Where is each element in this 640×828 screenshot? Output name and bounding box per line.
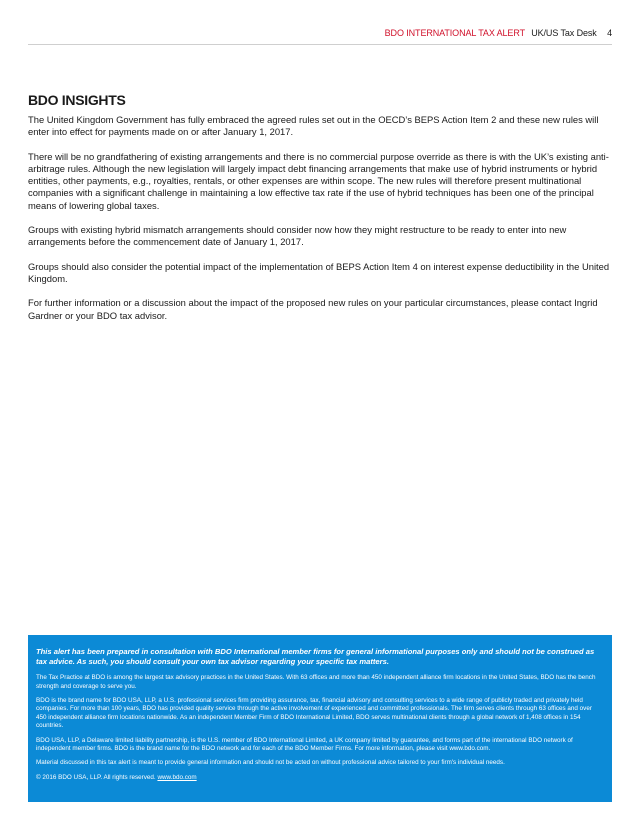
- paragraph: The United Kingdom Government has fully embraced the agreed rules set out in the OECD’s BEPS Action Item 2 and these new rules will enter into effect for payments made on or after January 1, 2017.: [28, 114, 599, 138]
- header-divider: [28, 44, 612, 45]
- disclaimer-footer: [28, 635, 612, 802]
- bdo-website-link[interactable]: www.bdo.com: [157, 773, 197, 781]
- footer-paragraph: BDO USA, LLP, a Delaware limited liability partnership, is the U.S. member of BDO International Limited, a UK company limited by guarantee, and forms part of the international BDO network of independent member firms. BDO is the brand name for the BDO network and for each of the BDO Member Firms. For more information, please visit www.bdo.com.: [36, 736, 573, 753]
- paragraph: There will be no grandfathering of existing arrangements and there is no commercial purpose override as there is with the UK’s existing anti-arbitrage rules. Although the new legislation will largely impact debt financing arrangements that make use of hybrid instruments or hybrid entities, other payments, e.g., royalties, rentals, or other expenses are within scope. The new rules will therefore present multinational companies with a significant challenge in maintaining a low effective tax rate if the use of hybrid techniques has been one of the principal means of lowering global taxes.: [28, 150, 609, 211]
- article-body: [28, 114, 612, 334]
- footer-paragraph: The Tax Practice at BDO is among the largest tax advisory practices in the United States. With 63 offices and more than 450 independent alliance firm locations in the United States, BDO has the bench strength and coverage to serve you.: [36, 674, 596, 690]
- footer-paragraph: Material discussed in this tax alert is meant to provide general information and should not be acted on without professional advice tailored to your firm's individual needs.: [36, 759, 505, 767]
- page-header: [28, 28, 612, 38]
- section-title: BDO INSIGHTS: [28, 92, 126, 108]
- alert-label: BDO INTERNATIONAL TAX ALERT: [384, 28, 525, 38]
- paragraph: Groups with existing hybrid mismatch arrangements should consider now how they might restructure to be ready to enter into new arrangements before the commencement date of January 1, 2017.: [28, 224, 567, 248]
- footer-paragraph: BDO is the brand name for BDO USA, LLP, a U.S. professional services firm providing assurance, tax, financial advisory and consulting services to a wide range of publicly traded and privately held companies. For more than 100 years, BDO has provided quality service through the active involvement of experienced and committed professionals. The firm serves clients through 63 offices and over 450 independent alliance firm locations nationwide. As an independent Member Firm of BDO International Limited, BDO serves multinational clients through a global network of 1,408 offices in 154 countries.: [36, 697, 592, 730]
- desk-label: UK/US Tax Desk: [531, 28, 597, 38]
- disclaimer-lead: This alert has been prepared in consultation with BDO International member firms for general informational purposes only and should not be construed as tax advice. As such, you should consult your own tax advisor regarding your specific tax matters.: [36, 647, 595, 666]
- copyright-text: © 2016 BDO USA, LLP. All rights reserved.: [36, 773, 156, 781]
- copyright-line: [36, 774, 604, 782]
- paragraph: For further information or a discussion about the impact of the proposed new rules on your particular circumstances, please contact Ingrid Gardner or your BDO tax advisor.: [28, 297, 598, 321]
- paragraph: Groups should also consider the potential impact of the implementation of BEPS Action Item 4 on interest expense deductibility in the United Kingdom.: [28, 260, 610, 284]
- page-number: 4: [607, 28, 612, 38]
